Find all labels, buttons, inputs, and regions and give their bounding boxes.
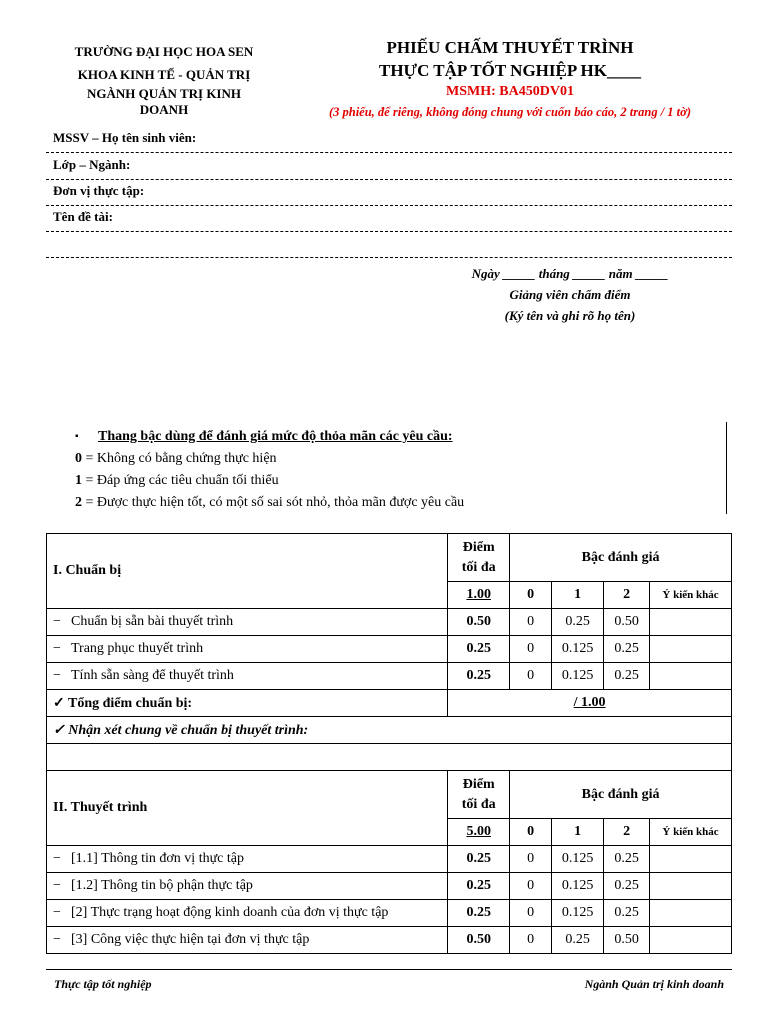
table-row: − Tính sẵn sàng để thuyết trình 0.25 0 0.125 0.25 [47,663,732,690]
other-opinion-cell[interactable] [650,636,732,663]
scale-heading: Thang bậc dùng để đánh giá mức độ thỏa mãn các yêu cầu: [98,429,453,444]
other-opinion-cell[interactable] [650,873,732,900]
section-max: 1.00 [448,582,510,609]
scale-level: 0 = Không có bằng chứng thực hiện [75,451,277,466]
form-note: (3 phiếu, để riêng, không đóng chung với cuốn báo cáo, 2 trang / 1 tờ) [328,105,692,119]
other-opinion-cell[interactable] [650,609,732,636]
divider [46,152,732,153]
section-title: II. Thuyết trình [47,771,448,846]
preparation-table [46,533,732,954]
scale-level: 1 = Đáp ứng các tiêu chuẩn tối thiểu [75,473,279,488]
divider [46,257,732,258]
other-opinion-cell[interactable] [650,927,732,954]
major-name: NGÀNH QUẢN TRỊ KINH DOANH [87,86,241,117]
total-value[interactable]: / 1.00 [448,690,732,717]
criterion-label: Tính sẵn sàng để thuyết trình [71,668,234,683]
criterion-label: Chuẩn bị sẵn bài thuyết trình [71,614,234,629]
comment-row [47,717,732,744]
section-max: 5.00 [448,819,510,846]
other-opinion-cell[interactable] [650,846,732,873]
faculty-name: KHOA KINH TẾ - QUẢN TRỊ [77,67,251,82]
footer-right: Ngành Quản trị kinh doanh [584,977,724,991]
vertical-rule [726,422,727,514]
check-icon: ✓ [53,695,65,711]
criterion-label: [2] Thực trạng hoạt động kinh doanh của đơn vị thực tập [71,905,389,920]
institution-block [48,40,280,118]
other-opinion-header: Ý kiến khác [650,582,732,609]
footer-divider [46,969,732,970]
course-code: MSMH: BA450DV01 [446,84,574,99]
form-subtitle: THỰC TẬP TỐT NGHIỆP HK____ [379,61,641,80]
student-field-label: MSSV – Họ tên sinh viên: [53,130,197,145]
criterion-label: [1.2] Thông tin bộ phận thực tập [71,878,253,893]
criterion-label: [3] Công việc thực hiện tại đơn vị thực tập [71,932,310,947]
table-row: − Chuẩn bị sẵn bài thuyết trình 0.50 0 0.25 0.50 [47,609,732,636]
level-0-header: 0 [510,819,552,846]
comment-input[interactable] [47,744,732,771]
total-row [47,690,732,717]
other-opinion-cell[interactable] [650,663,732,690]
level-1-header: 1 [552,582,604,609]
divider [46,231,732,232]
bullet-icon: ▪ [75,431,79,442]
rating-header: Bậc đánh giá [510,534,732,582]
scale-level: 2 = Được thực hiện tốt, có một số sai sót nhỏ, thỏa mãn được yêu cầu [75,495,465,510]
section-title: I. Chuẩn bị [47,534,448,609]
other-opinion-header: Ý kiến khác [650,819,732,846]
school-name: TRƯỜNG ĐẠI HỌC HOA SEN [74,44,254,59]
footer-left: Thực tập tốt nghiệp [54,977,152,991]
divider [46,179,732,180]
grader-role: Giảng viên chấm điểm [509,287,631,302]
total-label: Tổng điểm chuẩn bị: [67,695,193,711]
table-row: − [1.1] Thông tin đơn vị thực tập 0.25 0 0.125 0.25 [47,846,732,873]
level-2-header: 2 [604,582,650,609]
table-row: − [2] Thực trạng hoạt động kinh doanh của đơn vị thực tập 0.25 0 0.125 0.25 [47,900,732,927]
level-2-header: 2 [604,819,650,846]
criterion-label: Trang phục thuyết trình [71,641,204,656]
rating-header: Bậc đánh giá [510,771,732,819]
max-score-header: Điểm tối đa [448,534,510,582]
signature-block [420,263,720,326]
criterion-label: [1.1] Thông tin đơn vị thực tập [71,851,244,866]
table-row: − Trang phục thuyết trình 0.25 0 0.125 0.25 [47,636,732,663]
level-1-header: 1 [552,819,604,846]
comment-label: Nhận xét chung về chuẩn bị thuyết trình: [68,722,309,738]
date-line: Ngày _____ tháng _____ năm _____ [471,266,669,281]
other-opinion-cell[interactable] [650,900,732,927]
table-row: − [3] Công việc thực hiện tại đơn vị thực tập 0.50 0 0.25 0.50 [47,927,732,954]
max-score-header: Điểm tối đa [448,771,510,819]
unit-field-label: Đơn vị thực tập: [53,183,145,198]
class-field-label: Lớp – Ngành: [53,157,131,172]
check-icon: ✓ [53,722,65,738]
level-0-header: 0 [510,582,552,609]
rating-scale [75,426,464,514]
table-row: − [1.2] Thông tin bộ phận thực tập 0.25 0 0.125 0.25 [47,873,732,900]
form-title: PHIẾU CHẤM THUYẾT TRÌNH [386,38,634,57]
signature-instruction: (Ký tên và ghi rõ họ tên) [504,308,636,323]
comment-input-row [47,744,732,771]
title-block [290,36,730,122]
divider [46,205,732,206]
topic-field-label: Tên đề tài: [53,209,113,224]
